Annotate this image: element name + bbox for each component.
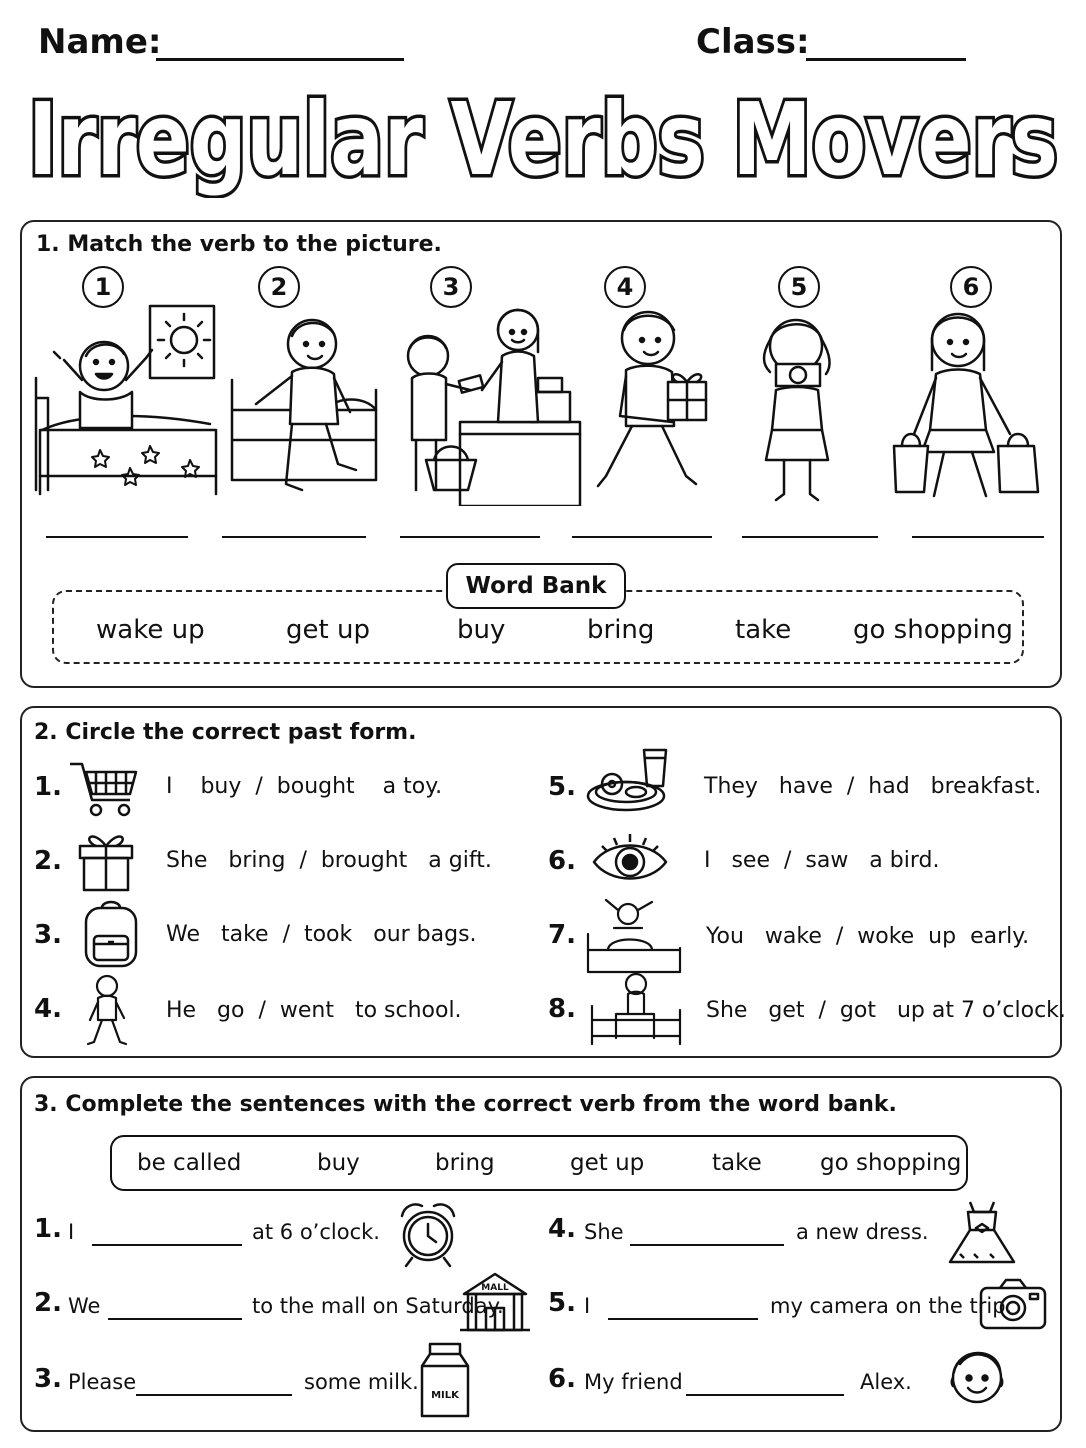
sentence-number: 1. xyxy=(34,1214,62,1244)
word-bank-word: take xyxy=(735,615,792,645)
section3-title: 3. Complete the sentences with the correct verb from the word bank. xyxy=(34,1092,897,1117)
question-text[interactable]: She bring / brought a gift. xyxy=(166,848,492,873)
mall-icon xyxy=(458,1268,532,1334)
mall-sign-text: MALL xyxy=(481,1283,509,1293)
section2-title: 2. Circle the correct past form. xyxy=(34,720,417,745)
cart-icon xyxy=(66,758,140,820)
boy-face-icon xyxy=(946,1342,1008,1408)
eye-icon xyxy=(590,830,670,890)
sentence-before: I xyxy=(68,1220,75,1244)
wake-up-picture xyxy=(30,300,222,506)
waking-child-icon xyxy=(584,898,684,976)
backpack-icon xyxy=(78,898,144,970)
camera-icon xyxy=(978,1276,1048,1332)
sentence-number: 2. xyxy=(34,1288,62,1318)
question-text[interactable]: I see / saw a bird. xyxy=(704,848,940,873)
sentence-blank-5[interactable] xyxy=(608,1318,758,1320)
question-text[interactable]: They have / had breakfast. xyxy=(704,774,1042,799)
title-text: Irregular Verbs Movers xyxy=(28,81,1058,198)
picture-number-5: 5 xyxy=(778,266,820,308)
answer-blank-3[interactable] xyxy=(400,536,540,538)
worksheet-title xyxy=(18,78,1068,198)
picture-number-6: 6 xyxy=(950,266,992,308)
sentence-number: 3. xyxy=(34,1364,62,1394)
word-bank-2-word: be called xyxy=(137,1150,242,1176)
sentence-blank-4[interactable] xyxy=(630,1244,784,1246)
sentence-before: My friend xyxy=(584,1370,683,1394)
sentence-before: I xyxy=(584,1294,591,1318)
sentence-blank-3[interactable] xyxy=(136,1394,292,1396)
question-text[interactable]: He go / went to school. xyxy=(166,998,462,1023)
word-bank-2-word: buy xyxy=(317,1150,360,1176)
sentence-before: She xyxy=(584,1220,624,1244)
picture-number-2: 2 xyxy=(258,266,300,308)
question-text[interactable]: We take / took our bags. xyxy=(166,922,477,947)
word-bank-word: go shopping xyxy=(853,615,1013,645)
sentence-after: Alex. xyxy=(860,1370,912,1394)
word-bank-2-word: go shopping xyxy=(820,1150,962,1176)
word-bank-2-word: take xyxy=(712,1150,762,1176)
answer-blank-1[interactable] xyxy=(46,536,188,538)
question-number: 6. xyxy=(548,846,576,876)
walking-boy-icon xyxy=(82,972,132,1050)
sentence-number: 6. xyxy=(548,1364,576,1394)
picture-number-4: 4 xyxy=(604,266,646,308)
question-text[interactable]: You wake / woke up early. xyxy=(706,924,1030,949)
get-up-picture xyxy=(226,300,382,506)
word-bank-word: bring xyxy=(587,615,655,645)
name-field[interactable] xyxy=(156,58,404,61)
sentence-number: 5. xyxy=(548,1288,576,1318)
sentence-after: my camera on the trip. xyxy=(770,1294,1013,1318)
gift-icon xyxy=(76,828,136,892)
picture-number-3: 3 xyxy=(430,266,472,308)
question-number: 7. xyxy=(548,920,576,950)
milk-label-text: MILK xyxy=(431,1390,459,1401)
name-label: Name: xyxy=(38,22,162,62)
class-field[interactable] xyxy=(806,58,966,61)
sentence-after: at 6 o’clock. xyxy=(252,1220,380,1244)
alarm-clock-icon xyxy=(392,1198,464,1270)
word-bank-label: Word Bank xyxy=(446,563,626,609)
question-text[interactable]: I buy / bought a toy. xyxy=(166,774,443,799)
take-picture xyxy=(754,300,850,506)
answer-blank-6[interactable] xyxy=(912,536,1044,538)
milk-carton-icon xyxy=(420,1340,470,1420)
question-number: 5. xyxy=(548,772,576,802)
sentence-number: 4. xyxy=(548,1214,576,1244)
word-bank-word: wake up xyxy=(96,615,205,645)
word-bank-word: get up xyxy=(286,615,370,645)
sentence-blank-1[interactable] xyxy=(92,1244,242,1246)
class-label: Class: xyxy=(696,22,810,62)
sentence-blank-2[interactable] xyxy=(108,1318,242,1320)
sentence-after: a new dress. xyxy=(796,1220,929,1244)
question-number: 8. xyxy=(548,994,576,1024)
buy-picture xyxy=(398,300,584,506)
word-bank-2-word: get up xyxy=(570,1150,645,1176)
question-text[interactable]: She get / got up at 7 o’clock. xyxy=(706,998,1066,1023)
go-shopping-picture xyxy=(886,300,1050,506)
breakfast-icon xyxy=(584,746,674,814)
sentence-after: to the mall on Saturday. xyxy=(252,1294,504,1318)
question-number: 4. xyxy=(34,994,62,1024)
bring-picture xyxy=(592,300,718,506)
answer-blank-5[interactable] xyxy=(742,536,878,538)
word-bank-word: buy xyxy=(457,615,506,645)
answer-blank-4[interactable] xyxy=(572,536,712,538)
question-number: 2. xyxy=(34,846,62,876)
sentence-before: We xyxy=(68,1294,101,1318)
question-number: 3. xyxy=(34,920,62,950)
picture-number-1: 1 xyxy=(82,266,124,308)
sentence-before: Please xyxy=(68,1370,137,1394)
sitting-child-icon xyxy=(588,970,684,1048)
section1-title: 1. Match the verb to the picture. xyxy=(36,232,442,257)
sentence-blank-6[interactable] xyxy=(686,1394,844,1396)
dress-icon xyxy=(944,1198,1020,1270)
sentence-after: some milk. xyxy=(304,1370,419,1394)
question-number: 1. xyxy=(34,772,62,802)
answer-blank-2[interactable] xyxy=(222,536,366,538)
word-bank-2-word: bring xyxy=(435,1150,495,1176)
